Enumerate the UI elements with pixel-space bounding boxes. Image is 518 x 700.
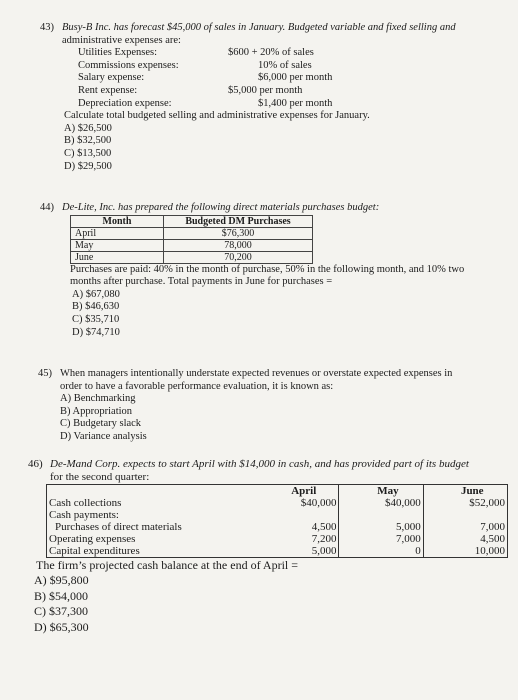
options: [40, 123, 500, 173]
options: [40, 289, 500, 339]
option-d: D) $65,300: [34, 619, 89, 634]
option-b: B) $54,000: [34, 588, 88, 603]
question-stem-cont: order to have a favorable performance evaluation, it is known as:: [60, 380, 334, 392]
question-43: [40, 22, 500, 173]
expense-row: Salary expense: $6,000 per month: [78, 72, 333, 84]
option-d: D) $29,500: [64, 160, 112, 172]
option-c: C) $37,300: [34, 604, 88, 618]
question-number: 44): [40, 202, 54, 213]
option-b: B) Appropriation: [60, 405, 133, 417]
option-a: A) $26,500: [64, 122, 112, 134]
option-b: B) $46,630: [72, 301, 120, 313]
column-header: April: [269, 485, 339, 498]
option-c: C) $13,500: [64, 147, 112, 159]
expense-row: Depreciation expense: $1,400 per month: [78, 97, 333, 109]
table-row: Cash payments:: [47, 509, 508, 521]
table-header-row: [47, 485, 508, 498]
expense-row: Rent expense: $5,000 per month: [78, 84, 303, 96]
column-header: June: [438, 485, 508, 498]
question-stem-cont: for the second quarter:: [50, 471, 150, 483]
table-row: June 70,200: [71, 251, 313, 263]
question-stem: Busy-B Inc. has forecast $45,000 of sales in January. Budgeted variable and fixed selling and: [62, 22, 456, 33]
question-stem: When managers intentionally understate expected revenues or overstate expected expenses in: [60, 368, 453, 379]
question-text: Purchases are paid: 40% in the month of purchase, 50% in the following month, and 10% two: [70, 263, 465, 275]
expense-list: [40, 47, 500, 110]
option-d: D) $74,710: [72, 326, 120, 338]
option-c: C) $35,710: [72, 313, 120, 325]
option-c: C) Budgetary slack: [60, 418, 142, 430]
question-stem-cont: administrative expenses are:: [62, 34, 181, 46]
table-header-row: [71, 215, 313, 227]
option-b: B) $32,500: [64, 135, 112, 147]
expense-row: Commissions expenses: 10% of sales: [78, 59, 312, 71]
question-stem: De-Lite, Inc. has prepared the following direct materials purchases budget:: [62, 202, 380, 213]
expense-row: Utilities Expenses: $600 + 20% of sales: [78, 47, 314, 59]
column-header: Budgeted DM Purchases: [164, 215, 313, 227]
table-row: April $76,300: [71, 227, 313, 239]
question-number: 45): [38, 368, 52, 379]
options: [38, 393, 498, 443]
option-d: D) Variance analysis: [60, 430, 147, 442]
options: [28, 573, 508, 635]
table-row: Purchases of direct materials 4,500 5,000 7,000: [47, 521, 508, 533]
option-a: A) Benchmarking: [60, 393, 136, 405]
column-header: May: [353, 485, 423, 498]
question-45: [38, 368, 498, 444]
question-number: 46): [28, 458, 43, 470]
option-a: A) $67,080: [72, 288, 120, 300]
table-row: May 78,000: [71, 239, 313, 251]
table-row: Cash collections $40,000 $40,000 $52,000: [47, 497, 508, 509]
question-46: [28, 458, 508, 635]
column-header: Month: [71, 215, 164, 227]
question-prompt: The firm’s projected cash balance at the end of April =: [36, 558, 299, 572]
question-stem: De-Mand Corp. expects to start April with $14,000 in cash, and has provided part of its budget: [50, 458, 469, 470]
question-prompt: Calculate total budgeted selling and administrative expenses for January.: [64, 110, 370, 122]
table-row: Operating expenses 7,200 7,000 4,500: [47, 533, 508, 545]
question-text-cont: months after purchase. Total payments in June for purchases =: [70, 276, 333, 288]
table-row: Capital expenditures 5,000 0 10,000: [47, 545, 508, 558]
question-44: [40, 202, 500, 339]
purchases-table: [70, 215, 313, 264]
cash-budget-table: [46, 484, 508, 558]
option-a: A) $95,800: [34, 573, 89, 587]
question-number: 43): [40, 22, 54, 33]
